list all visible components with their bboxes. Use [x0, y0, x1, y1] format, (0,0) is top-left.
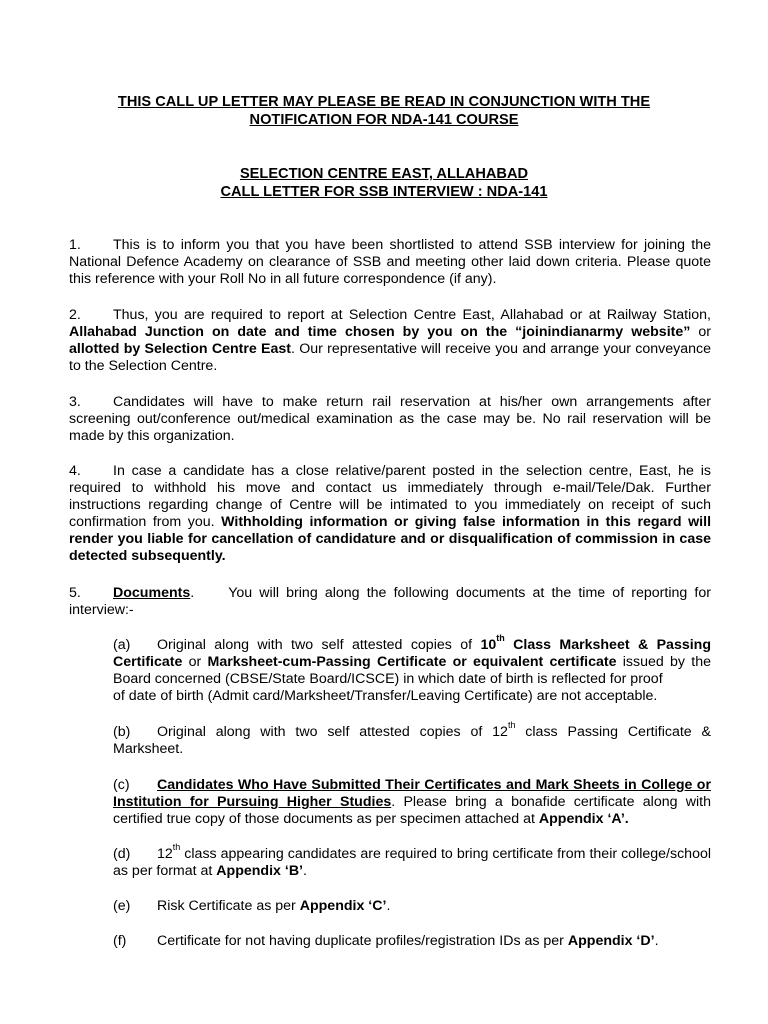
- paragraph-bold-text: Withholding information or giving false information in this regard will render you liable for cancellation of candidature and or disqualification of commission in case detected subsequently.: [69, 514, 712, 564]
- paragraph-number: 5.: [69, 585, 81, 601]
- paragraph-text: Thus, you are required to report at Selection Centre East, Allahabad or at Railway Station,: [113, 307, 711, 323]
- paragraph-5: [69, 585, 711, 619]
- item-text: .: [386, 898, 391, 914]
- item-text: of date of birth (Admit card/Marksheet/Transfer/Leaving Certificate) are not acceptable.: [113, 688, 658, 704]
- selection-centre-title: SELECTION CENTRE EAST, ALLAHABAD: [239, 166, 529, 182]
- document-item-d: [113, 842, 711, 880]
- paragraph-bold-text: Allahabad Junction on date and time chosen by you on the “joinindianarmy website”: [69, 324, 691, 340]
- item-label: (c): [113, 777, 130, 793]
- appendix-c-ref: Appendix ‘C’: [299, 898, 387, 914]
- paragraph-text: Candidates will have to make return rail reservation at his/her own arrangements after screening out/conference out/medical examination as the case may be. No rail reservation will be made by this organization.: [69, 394, 711, 444]
- documents-heading: Documents: [113, 585, 191, 601]
- item-text: Original along with two self attested copies of: [157, 637, 481, 653]
- call-letter-heading: [0, 165, 768, 201]
- item-bold-text: Class Marksheet & Passing Certificate: [113, 637, 711, 670]
- notice-heading-line-2: NOTIFICATION FOR NDA-141 COURSE: [249, 112, 519, 128]
- document-item-a: [113, 633, 711, 705]
- item-text: .: [654, 933, 659, 949]
- item-text: Original along with two self attested copies of 12: [157, 724, 508, 740]
- paragraph-3: [69, 394, 711, 445]
- item-text: class Passing Certificate & Marksheet.: [113, 724, 711, 757]
- item-text: . Please bring a bonafide certificate along with certified true copy of those documents as per specimen attached at: [113, 794, 712, 827]
- paragraph-text: . Our representative will receive you and arrange your conveyance to the Selection Centre.: [69, 341, 711, 374]
- paragraph-text: or: [690, 324, 712, 340]
- paragraph-number: 1.: [69, 237, 81, 253]
- paragraph-text: You will bring along the following documents at the time of reporting for interview:-: [69, 585, 711, 618]
- item-bold-underlined-text: Candidates Who Have Submitted Their Certificates and Mark Sheets in College or Institution for Pursuing Higher Studies: [113, 777, 711, 810]
- item-text: 12: [157, 846, 173, 862]
- document-item-c: [113, 777, 711, 828]
- notice-heading: [0, 93, 768, 129]
- document-item-f: [113, 933, 711, 950]
- paragraph-2: [69, 307, 711, 375]
- appendix-a-ref: Appendix ‘A’.: [538, 811, 629, 827]
- item-label: (a): [113, 637, 131, 653]
- superscript: th: [507, 720, 516, 731]
- item-text: or: [182, 654, 208, 670]
- paragraph-number: 3.: [69, 394, 81, 410]
- paragraph-1: [69, 237, 711, 288]
- paragraph-number: 4.: [69, 463, 81, 479]
- superscript: th: [172, 842, 181, 853]
- item-label: (d): [113, 846, 131, 862]
- appendix-d-ref: Appendix ‘D’: [567, 933, 655, 949]
- item-text: issued by the Board concerned (CBSE/State Board/ICSCE) in which date of birth is reflected for proof: [113, 654, 711, 687]
- paragraph-4: [69, 463, 711, 565]
- call-letter-title: CALL LETTER FOR SSB INTERVIEW : NDA-141: [220, 184, 548, 200]
- item-bold-text: Marksheet-cum-Passing Certificate or equivalent certificate: [207, 654, 617, 670]
- item-text: .: [303, 863, 307, 879]
- document-item-e: [113, 898, 711, 915]
- item-bold-text: 10: [480, 637, 497, 653]
- paragraph-text: In case a candidate has a close relative/parent posted in the selection centre, East, he is required to withhold his move and contact us immediately through e-mail/Tele/Dak. Further instructions regarding change of Centre will be intimated to you immediately on receipt of such confirmation from you.: [69, 463, 711, 530]
- notice-heading-line-1: THIS CALL UP LETTER MAY PLEASE BE READ IN CONJUNCTION WITH THE: [117, 94, 651, 110]
- paragraph-text: .: [190, 585, 195, 601]
- paragraph-bold-text: allotted by Selection Centre East: [69, 341, 291, 357]
- paragraph-text: This is to inform you that you have been shortlisted to attend SSB interview for joining the National Defence Academy on clearance of SSB and meeting other laid down criteria. Please quote this reference with your Roll No in all future correspondence (if any).: [69, 237, 711, 287]
- item-label: (b): [113, 724, 131, 740]
- appendix-b-ref: Appendix ‘B’: [216, 863, 304, 879]
- document-item-b: [113, 720, 711, 758]
- item-label: (f): [113, 933, 127, 949]
- superscript: th: [496, 633, 505, 644]
- paragraph-number: 2.: [69, 307, 81, 323]
- item-text: Risk Certificate as per: [157, 898, 300, 914]
- item-text: class appearing candidates are required to bring certificate from their college/school as per format at: [113, 846, 711, 879]
- item-label: (e): [113, 898, 131, 914]
- item-text: Certificate for not having duplicate profiles/registration IDs as per: [157, 933, 568, 949]
